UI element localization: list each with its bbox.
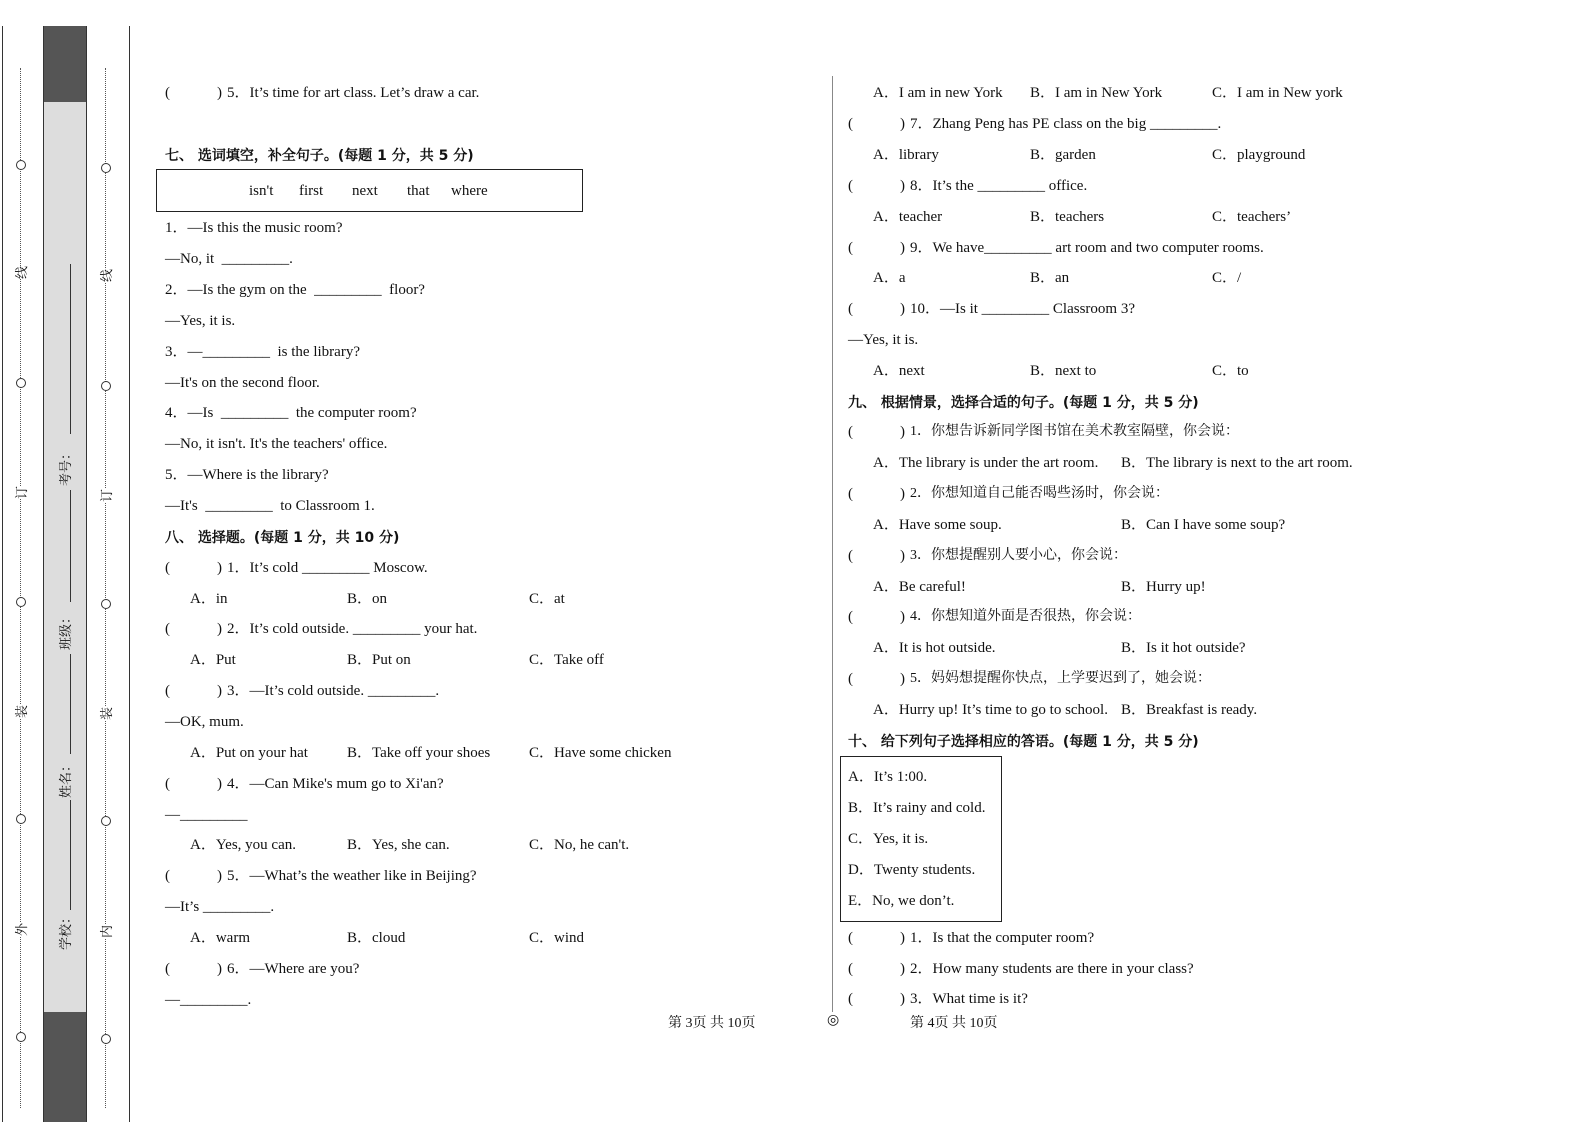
fill-blank-line: 5．—Where is the library? bbox=[165, 467, 329, 483]
question-text: 2．It’s cold outside. _________ your hat. bbox=[227, 621, 478, 637]
gutter-char: 线 bbox=[96, 269, 115, 282]
fill-blank-line[interactable]: 3．—_________ is the library? bbox=[165, 344, 360, 360]
option-b: B．Take off your shoes bbox=[347, 745, 491, 761]
option-a: A．warm bbox=[190, 930, 250, 946]
option-b: B．an bbox=[1030, 270, 1070, 286]
option-a: A．library bbox=[873, 147, 939, 163]
answer-paren[interactable]: ) bbox=[900, 930, 905, 946]
class-field[interactable] bbox=[70, 490, 71, 602]
answer-paren[interactable]: ) bbox=[900, 301, 905, 317]
binding-hole-icon bbox=[101, 1034, 111, 1044]
option-a: A．I am in new York bbox=[873, 85, 1003, 101]
answer-paren[interactable]: ) bbox=[900, 609, 905, 625]
answer-paren[interactable]: ( bbox=[848, 486, 853, 502]
section-7-title: 七、 选词填空，补全句子。(每题 1 分，共 5 分) bbox=[165, 148, 474, 164]
binding-hole-icon bbox=[16, 1032, 26, 1042]
answer-paren[interactable]: ( bbox=[165, 776, 170, 792]
answer-paren[interactable]: ) bbox=[900, 240, 905, 256]
answer-paren[interactable]: ) bbox=[217, 85, 222, 101]
gutter-dark-top bbox=[43, 26, 86, 102]
option-a: A．Have some soup. bbox=[873, 517, 1002, 533]
word-bank-word: where bbox=[451, 183, 488, 199]
option-b: B．Put on bbox=[347, 652, 411, 668]
gutter-grey-band bbox=[43, 102, 86, 1012]
option-c: C．No, he can't. bbox=[529, 837, 630, 853]
section-10-title: 十、 给下列句子选择相应的答语。(每题 1 分，共 5 分) bbox=[848, 734, 1199, 750]
word-bank-word: isn't bbox=[249, 183, 274, 199]
answer-paren[interactable]: ) bbox=[900, 991, 905, 1007]
outer-dotted-cut-line bbox=[20, 68, 21, 1108]
answer-paren[interactable]: ) bbox=[217, 621, 222, 637]
option-b: B．on bbox=[347, 591, 388, 607]
answer-paren[interactable]: ( bbox=[848, 240, 853, 256]
answer-paren[interactable]: ( bbox=[165, 868, 170, 884]
gutter-char: 订 bbox=[96, 489, 115, 502]
binding-hole-icon bbox=[16, 597, 26, 607]
name-label: 姓名： bbox=[58, 758, 73, 798]
question-text: 4．—Can Mike's mum go to Xi'an? bbox=[227, 776, 444, 792]
question-text: 10．—Is it _________ Classroom 3? bbox=[910, 301, 1135, 317]
option-a: A．The library is under the art room. bbox=[873, 455, 1099, 471]
exam-number-label: 考号： bbox=[58, 446, 73, 486]
option-a: A．Yes, you can. bbox=[190, 837, 296, 853]
option-b: B．cloud bbox=[347, 930, 406, 946]
gutter-line bbox=[43, 26, 44, 1122]
answer-paren[interactable]: ( bbox=[165, 85, 170, 101]
answer-paren[interactable]: ) bbox=[900, 116, 905, 132]
answer-paren[interactable]: ( bbox=[165, 560, 170, 576]
fill-blank-line[interactable]: 2．—Is the gym on the _________ floor? bbox=[165, 282, 425, 298]
question-text: 5．—What’s the weather like in Beijing? bbox=[227, 868, 477, 884]
binding-hole-icon bbox=[101, 816, 111, 826]
answer-paren[interactable]: ( bbox=[848, 961, 853, 977]
fill-blank-line[interactable]: —No, it _________. bbox=[165, 251, 293, 267]
option-c: C．to bbox=[1212, 363, 1249, 379]
answer-paren[interactable]: ( bbox=[848, 116, 853, 132]
fill-blank-line: —Yes, it is. bbox=[165, 313, 236, 329]
question-text: 9．We have_________ art room and two computer rooms. bbox=[910, 240, 1264, 256]
word-bank-word: that bbox=[407, 183, 430, 199]
question-text: 2．How many students are there in your class? bbox=[910, 961, 1194, 977]
gutter-char: 内 bbox=[96, 925, 115, 938]
gutter-char: 订 bbox=[11, 486, 30, 499]
answer-paren[interactable]: ) bbox=[900, 671, 905, 687]
option-b: B．I am in New York bbox=[1030, 85, 1163, 101]
answer-paren[interactable]: ( bbox=[165, 621, 170, 637]
question-text: 1．你想告诉新同学图书馆在美术教室隔壁，你会说： bbox=[910, 424, 1239, 439]
answer-paren[interactable]: ) bbox=[217, 961, 222, 977]
fill-blank-line: —It's on the second floor. bbox=[165, 375, 320, 391]
option-a: A．in bbox=[190, 591, 228, 607]
fill-blank-line[interactable]: 4．—Is _________ the computer room? bbox=[165, 405, 417, 421]
page-footer-right: 第 4页 共 10页 bbox=[910, 1016, 998, 1031]
option-b: B．next to bbox=[1030, 363, 1097, 379]
fill-blank-line[interactable]: —It's _________ to Classroom 1. bbox=[165, 498, 375, 514]
word-bank-word: next bbox=[352, 183, 378, 199]
class-label: 班级： bbox=[58, 610, 73, 650]
question-text: 1．It’s cold _________ Moscow. bbox=[227, 560, 428, 576]
option-a: A．Put bbox=[190, 652, 236, 668]
question-text: 2．你想知道自己能否喝些汤时，你会说： bbox=[910, 486, 1169, 501]
binding-hole-icon bbox=[16, 160, 26, 170]
question-text: 3．—It’s cold outside. _________. bbox=[227, 683, 440, 699]
answer-paren[interactable]: ) bbox=[217, 683, 222, 699]
school-label: 学校： bbox=[58, 910, 73, 950]
option-a: A．Put on your hat bbox=[190, 745, 308, 761]
option-b: B．Yes, she can. bbox=[347, 837, 450, 853]
option-c: C．Have some chicken bbox=[529, 745, 672, 761]
answer-paren[interactable]: ) bbox=[217, 868, 222, 884]
option-b: B．garden bbox=[1030, 147, 1096, 163]
option-c: C．I am in New york bbox=[1212, 85, 1343, 101]
option-b: B．teachers bbox=[1030, 209, 1105, 225]
question-text: 5．It’s time for art class. Let’s draw a car. bbox=[227, 85, 480, 101]
binding-hole-icon bbox=[101, 163, 111, 173]
binding-hole-icon bbox=[16, 378, 26, 388]
answer-blank[interactable]: —_________ bbox=[165, 807, 248, 823]
answer-blank[interactable]: —_________. bbox=[165, 992, 252, 1008]
answer-paren[interactable]: ) bbox=[900, 961, 905, 977]
fill-blank-line: 1．—Is this the music room? bbox=[165, 220, 343, 236]
answer-option: E．No, we don’t. bbox=[848, 893, 955, 909]
gutter-char: 线 bbox=[11, 266, 30, 279]
option-a: A．It is hot outside. bbox=[873, 640, 996, 656]
option-b: B．Hurry up! bbox=[1121, 579, 1206, 595]
gutter-line bbox=[86, 26, 87, 1122]
answer-paren[interactable]: ) bbox=[900, 486, 905, 502]
option-c: C．at bbox=[529, 591, 565, 607]
option-c: C．Take off bbox=[529, 652, 604, 668]
option-b: B．Can I have some soup? bbox=[1121, 517, 1286, 533]
question-text: —OK, mum. bbox=[165, 714, 244, 730]
page-footer-left: 第 3页 共 10页 bbox=[668, 1016, 756, 1031]
word-bank-word: first bbox=[299, 183, 324, 199]
question-text: 3．What time is it? bbox=[910, 991, 1028, 1007]
center-mark-icon: ◎ bbox=[827, 1013, 840, 1028]
gutter-char: 装 bbox=[96, 707, 115, 720]
question-text: 1．Is that the computer room? bbox=[910, 930, 1095, 946]
question-text: 3．你想提醒别人要小心，你会说： bbox=[910, 548, 1127, 563]
option-c: C．wind bbox=[529, 930, 585, 946]
option-a: A．next bbox=[873, 363, 925, 379]
gutter-dark-bottom bbox=[43, 1012, 86, 1122]
option-b: B．Breakfast is ready. bbox=[1121, 702, 1258, 718]
binding-hole-icon bbox=[101, 599, 111, 609]
section-9-title: 九、 根据情景，选择合适的句子。(每题 1 分，共 5 分) bbox=[848, 395, 1199, 411]
page-divider bbox=[832, 76, 833, 1012]
option-a: A．a bbox=[873, 270, 906, 286]
inner-dotted-cut-line bbox=[105, 68, 106, 1108]
question-text: 4．你想知道外面是否很热，你会说： bbox=[910, 609, 1141, 624]
answer-option: D．Twenty students. bbox=[848, 862, 976, 878]
gutter-char: 装 bbox=[11, 705, 30, 718]
question-text: —Yes, it is. bbox=[848, 332, 919, 348]
answer-paren[interactable]: ( bbox=[165, 683, 170, 699]
answer-paren[interactable]: ( bbox=[848, 301, 853, 317]
answer-paren[interactable]: ( bbox=[848, 548, 853, 564]
option-c: C．teachers’ bbox=[1212, 209, 1292, 225]
question-text: 5．妈妈想提醒你快点，上学要迟到了，她会说： bbox=[910, 671, 1211, 686]
option-a: A．teacher bbox=[873, 209, 943, 225]
exam-number-field[interactable] bbox=[70, 264, 71, 434]
name-field[interactable] bbox=[70, 654, 71, 754]
answer-paren[interactable]: ) bbox=[217, 560, 222, 576]
option-a: A．Be careful! bbox=[873, 579, 966, 595]
section-8-title: 八、 选择题。(每题 1 分，共 10 分) bbox=[165, 530, 400, 546]
answer-paren[interactable]: ( bbox=[848, 991, 853, 1007]
answer-option: B．It’s rainy and cold. bbox=[848, 800, 986, 816]
question-text: 8．It’s the _________ office. bbox=[910, 178, 1088, 194]
question-text: 6．—Where are you? bbox=[227, 961, 360, 977]
binding-hole-icon bbox=[101, 381, 111, 391]
answer-paren[interactable]: ( bbox=[848, 609, 853, 625]
answer-paren[interactable]: ) bbox=[900, 178, 905, 194]
answer-paren[interactable]: ) bbox=[900, 548, 905, 564]
option-a: A．Hurry up! It’s time to go to school. bbox=[873, 702, 1108, 718]
option-b: B．Is it hot outside? bbox=[1121, 640, 1246, 656]
answer-option: C．Yes, it is. bbox=[848, 831, 929, 847]
answer-paren[interactable]: ( bbox=[165, 961, 170, 977]
answer-blank[interactable]: —It’s _________. bbox=[165, 899, 275, 915]
option-c: C．/ bbox=[1212, 270, 1242, 286]
option-c: C．playground bbox=[1212, 147, 1306, 163]
answer-paren[interactable]: ) bbox=[900, 424, 905, 440]
binding-hole-icon bbox=[16, 814, 26, 824]
answer-paren[interactable]: ( bbox=[848, 671, 853, 687]
answer-paren[interactable]: ( bbox=[848, 930, 853, 946]
fill-blank-line: —No, it isn't. It's the teachers' office. bbox=[165, 436, 388, 452]
answer-paren[interactable]: ) bbox=[217, 776, 222, 792]
question-text: 7．Zhang Peng has PE class on the big _________. bbox=[910, 116, 1222, 132]
answer-paren[interactable]: ( bbox=[848, 178, 853, 194]
answer-paren[interactable]: ( bbox=[848, 424, 853, 440]
gutter-char: 外 bbox=[11, 923, 30, 936]
answer-option: A．It’s 1:00. bbox=[848, 769, 928, 785]
option-b: B．The library is next to the art room. bbox=[1121, 455, 1353, 471]
school-field[interactable] bbox=[70, 800, 71, 910]
